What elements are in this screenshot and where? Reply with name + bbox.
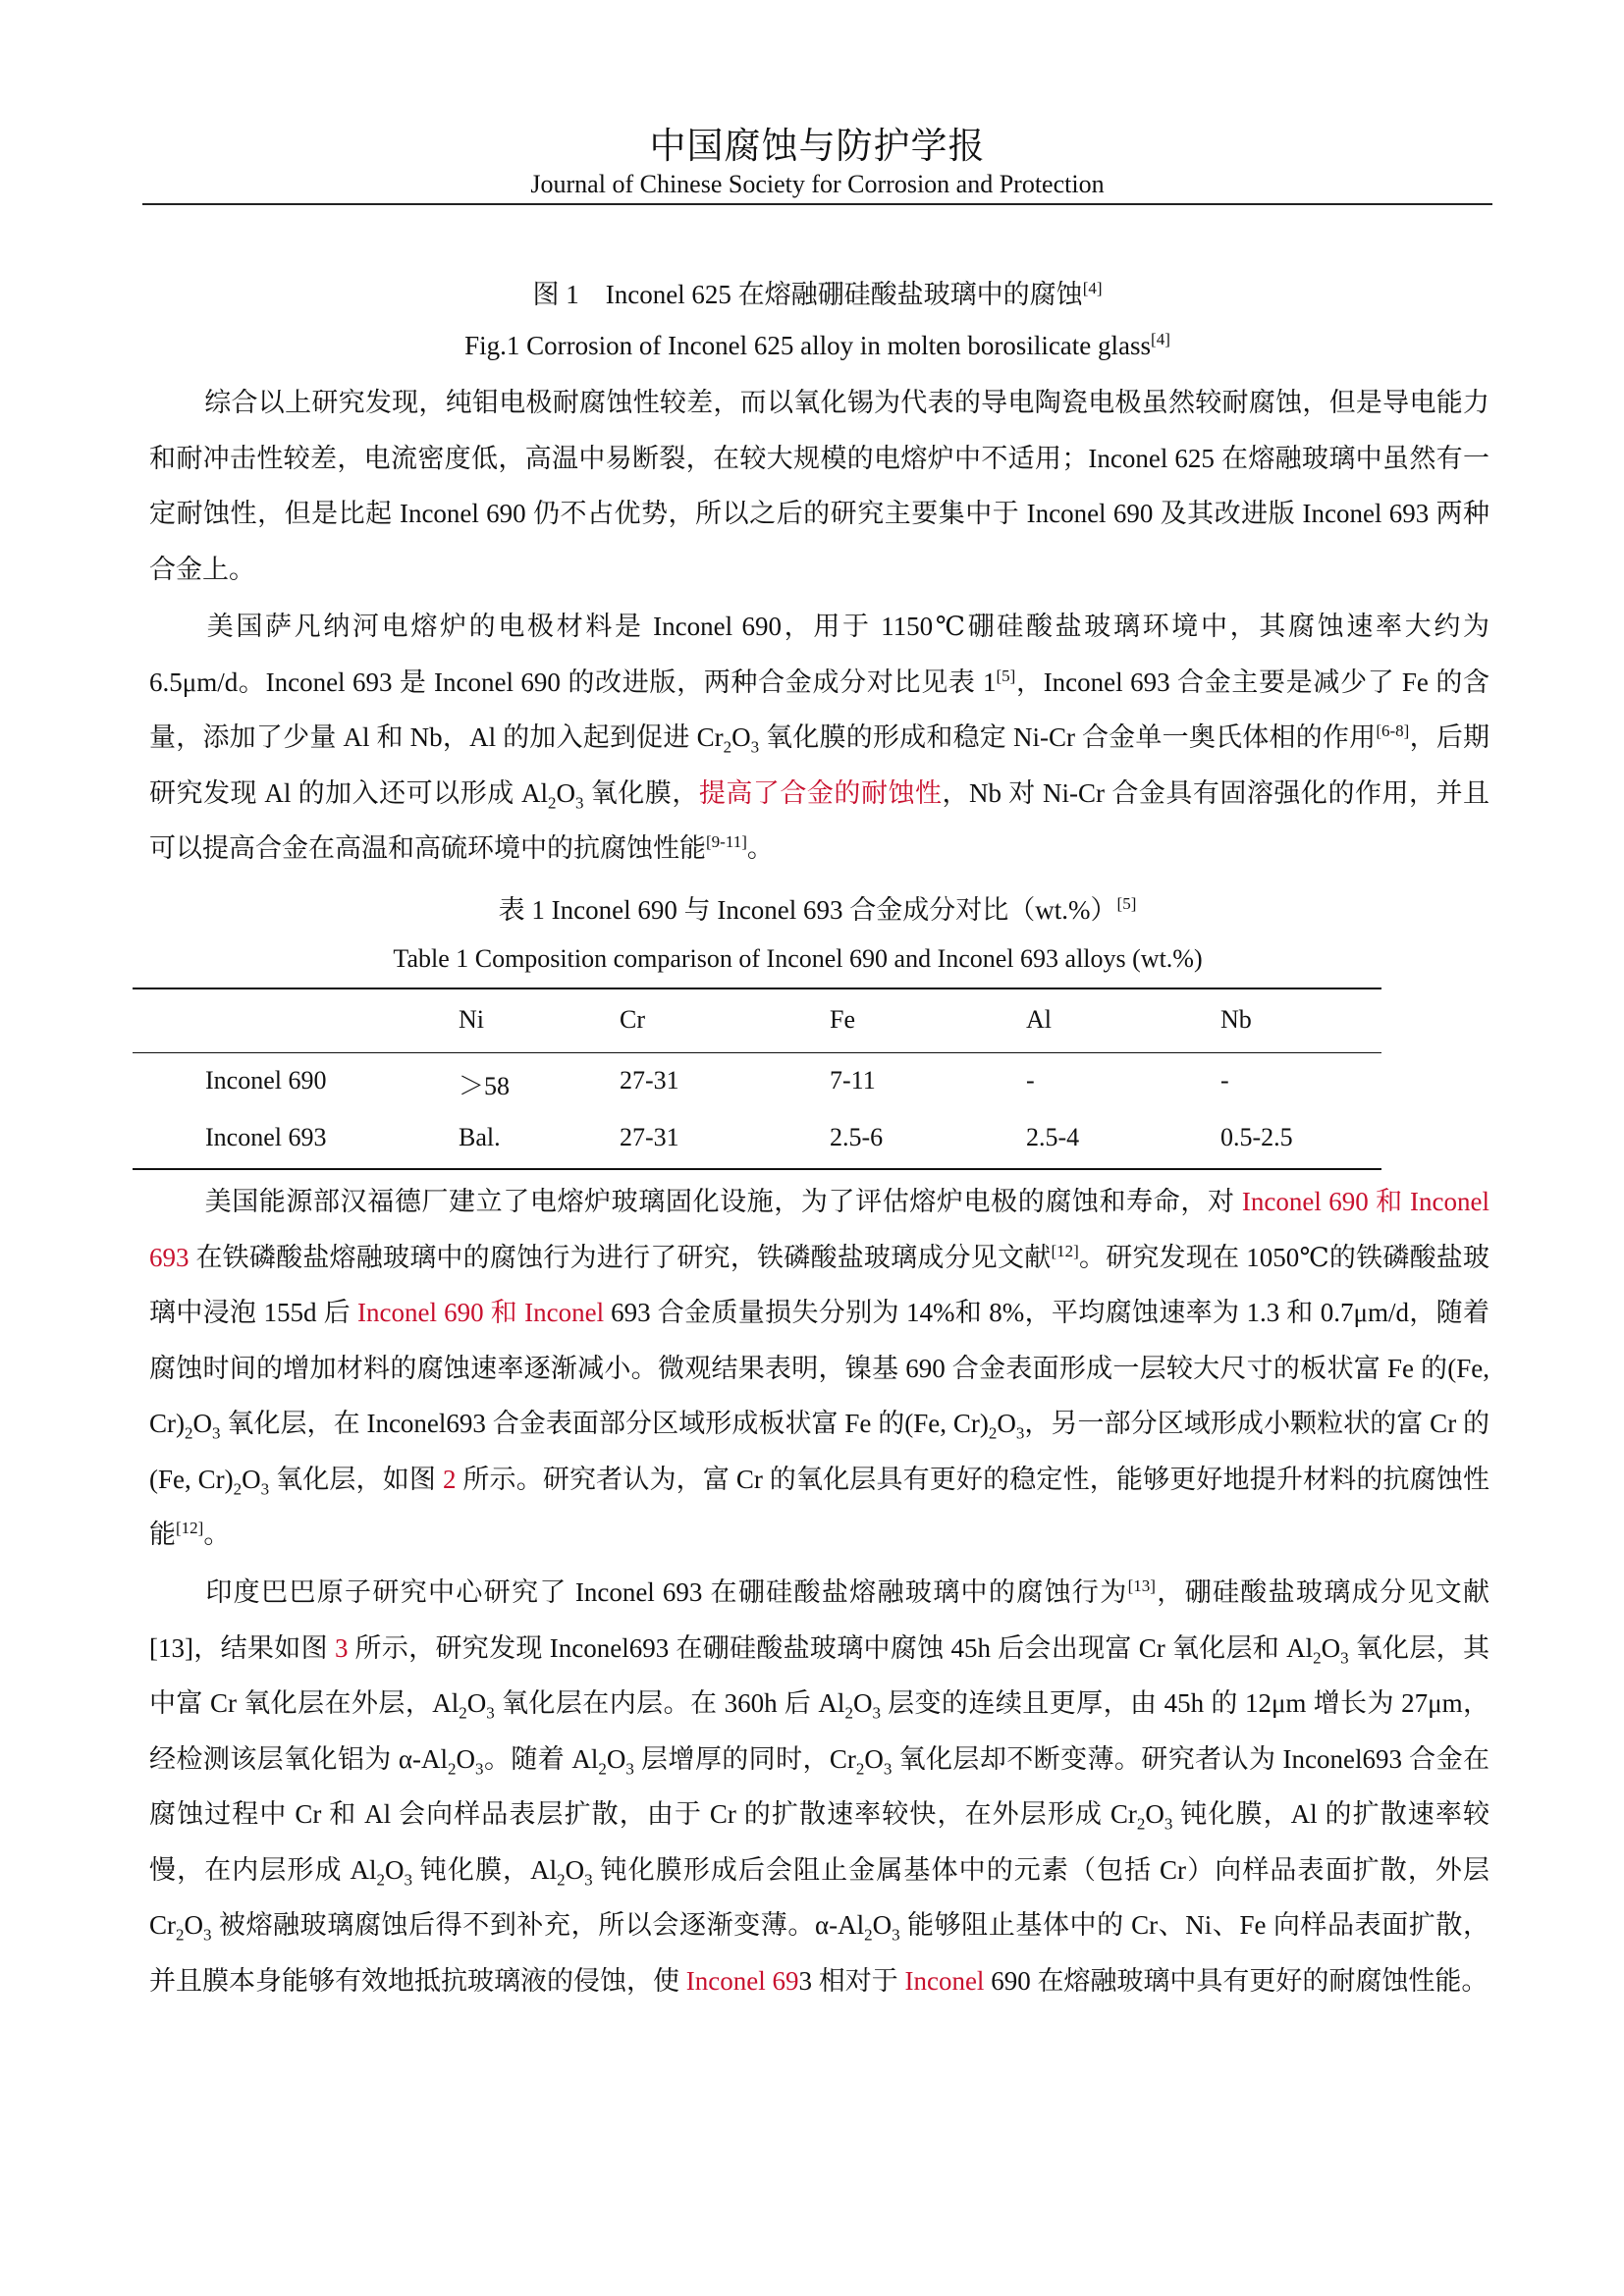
figure-1-caption-cn: 图 1 Inconel 625 在熔融硼硅酸盐玻璃中的腐蚀[4] xyxy=(532,279,1103,309)
table-rule-top xyxy=(133,988,1381,989)
figure-1-caption-en: Fig.1 Corrosion of Inconel 625 alloy in molten borosilicate glass[4] xyxy=(464,330,1170,360)
journal-title-cn: 中国腐蚀与防护学报 xyxy=(649,125,986,167)
journal-title-en: Journal of Chinese Society for Corrosion and Protection xyxy=(530,170,1105,198)
col-header-ni: Ni xyxy=(459,1005,484,1034)
header-divider xyxy=(142,203,1492,205)
table-cell: 0.5-2.5 xyxy=(1220,1123,1293,1151)
paragraph-1: 综合以上研究发现，纯钼电极耐腐蚀性较差，而以氧化锡为代表的导电陶瓷电极虽然较耐腐蚀，但是导电能力和耐冲击性较差，电流密度低，高温中易断裂，在较大规模的电熔炉中不适用；Inconel 625 在熔融玻璃中虽然有一定耐蚀性，但是比起 Inconel 690 仍不占优势，所以之后的研究主要集中于 Inconel 690 及其改进版 Inconel 693 两种合金上。 xyxy=(149,388,1489,584)
figure-2-link: 2 xyxy=(442,1464,457,1494)
table-1-caption-cn: 表 1 Inconel 690 与 Inconel 693 合金成分对比（wt.%）[5] xyxy=(498,894,1137,925)
highlight-text: Inconel 690 和 Inconel 693 xyxy=(149,1187,1490,1272)
paragraph-3: 美国能源部汉福德厂建立了电熔炉玻璃固化设施，为了评估熔炉电极的腐蚀和寿命，对 Inconel 690 和 Inconel 693 在铁磷酸盐熔融玻璃中的腐蚀行为进行了研究，铁磷酸盐玻璃成分见文献[12]。研究发现在 1050℃的铁磷酸盐玻璃中浸泡 155d 后 Inconel 690 和 Inconel 693 合金质量损失分别为 14%和 8%，平均腐蚀速率为 1.3 和 0.7μm/d，随着腐蚀时间的增加材料的腐蚀速率逐渐减小。微观结果表明，镍基 690 合金表面形成一层较大尺寸的板状富 Fe 的(Fe, $Cr)_2O_3$ 氧化层，在 Inconel693 合金表面部分区域形成板状富 Fe 的(Fe, $Cr)_2O_3$，另一部分区域形成小颗粒状的富 Cr 的(Fe, $Cr)_2O_3$ 氧化层，如图 2 所示。研究者认为，富 Cr 的氧化层具有更好的稳定性，能够更好地提升材料的抗腐蚀性能[12]。 xyxy=(149,1187,1490,1549)
table-cell: 7-11 xyxy=(830,1066,876,1095)
highlight-text: Inconel xyxy=(904,1965,985,1996)
highlight-text: Inconel 69 xyxy=(685,1965,799,1996)
table-cell: 2.5-6 xyxy=(830,1123,884,1151)
table-cell: Bal. xyxy=(459,1123,501,1151)
col-header-al: Al xyxy=(1026,1005,1052,1034)
table-cell: 27-31 xyxy=(620,1066,679,1095)
col-header-nb: Nb xyxy=(1220,1005,1252,1034)
table-rule-bottom xyxy=(133,1168,1381,1170)
highlight-text: 提高了合金的耐蚀性 xyxy=(698,777,943,808)
paragraph-4: 印度巴巴原子研究中心研究了 Inconel 693 在硼硅酸盐熔融玻璃中的腐蚀行为[13]，硼硅酸盐玻璃成分见文献[13]，结果如图 3 所示，研究发现 Inconel693 在硼硅酸盐玻璃中腐蚀 45h 后会出现富 Cr 氧化层和 $Al_2O_3$ 氧化层，其中富 Cr 氧化层在外层，$Al_2O_3$ 氧化层在内层。在 360h 后 $Al_2O_3$ 层变的连续且更厚，由 45h 的 12μm 增长为 27μm，经检测该层氧化铝为 $\alpha-Al_2O_3$。随着 $Al_2O_3$ 层增厚的同时，$Cr_2O_3$ 氧化层却不断变薄。研究者认为 Inconel693 合金在腐蚀过程中 Cr 和 Al 会向样品表层扩散，由于 Cr 的扩散速率较快，在外层形成 $Cr_2O_3$ 钝化膜，Al 的扩散速率较慢，在内层形成 $Al_2O_3$ 钝化膜，$Al_2O_3$ 钝化膜形成后会阻止金属基体中的元素（包括 Cr）向样品表面扩散，外层 $Cr_2O_3$ 被熔融玻璃腐蚀后得不到补充，所以会逐渐变薄。$\alpha-Al_2O_3$ 能够阻止基体中的 Cr、Ni、Fe 向样品表面扩散，并且膜本身能够有效地抵抗玻璃液的侵蚀，使 Inconel 693 相对于 Inconel 690 在熔融玻璃中具有更好的耐腐蚀性能。 xyxy=(149,1576,1490,1996)
row-name: Inconel 693 xyxy=(205,1123,327,1151)
table-cell: - xyxy=(1026,1066,1035,1095)
table-rule-mid xyxy=(133,1052,1381,1053)
figure-3-link: 3 xyxy=(334,1632,349,1663)
paragraph-2: 美国萨凡纳河电熔炉的电极材料是 Inconel 690，用于 1150℃硼硅酸盐玻璃环境中，其腐蚀速率大约为 6.5μm/d。Inconel 693 是 Inconel 690 的改进版，两种合金成分对比见表 1[5]，Inconel 693 合金主要是减少了 Fe 的含量，添加了少量 Al 和 Nb，Al 的加入起到促进 $Cr_2O_3$ 氧化膜的形成和稳定 Ni-Cr 合金单一奥氏体相的作用[6-8]，后期研究发现 Al 的加入还可以形成 $Al_2O_3$ 氧化膜，提高了合金的耐蚀性，Nb 对 Ni-Cr 合金具有固溶强化的作用，并且可以提高合金在高温和高硫环境中的抗腐蚀性能[9-11]。 xyxy=(149,612,1490,863)
table-cell: 2.5-4 xyxy=(1026,1123,1080,1151)
col-header-cr: Cr xyxy=(620,1005,645,1034)
col-header-fe: Fe xyxy=(830,1005,855,1034)
table-cell: 27-31 xyxy=(620,1123,679,1151)
table-1-caption-en: Table 1 Composition comparison of Inconel 690 and Inconel 693 alloys (wt.%) xyxy=(393,944,1203,973)
row-name: Inconel 690 xyxy=(205,1066,327,1095)
table-cell: ＞58 xyxy=(459,1072,511,1100)
table-cell: - xyxy=(1220,1066,1229,1095)
highlight-text: Inconel 690 和 Inconel xyxy=(357,1298,605,1327)
